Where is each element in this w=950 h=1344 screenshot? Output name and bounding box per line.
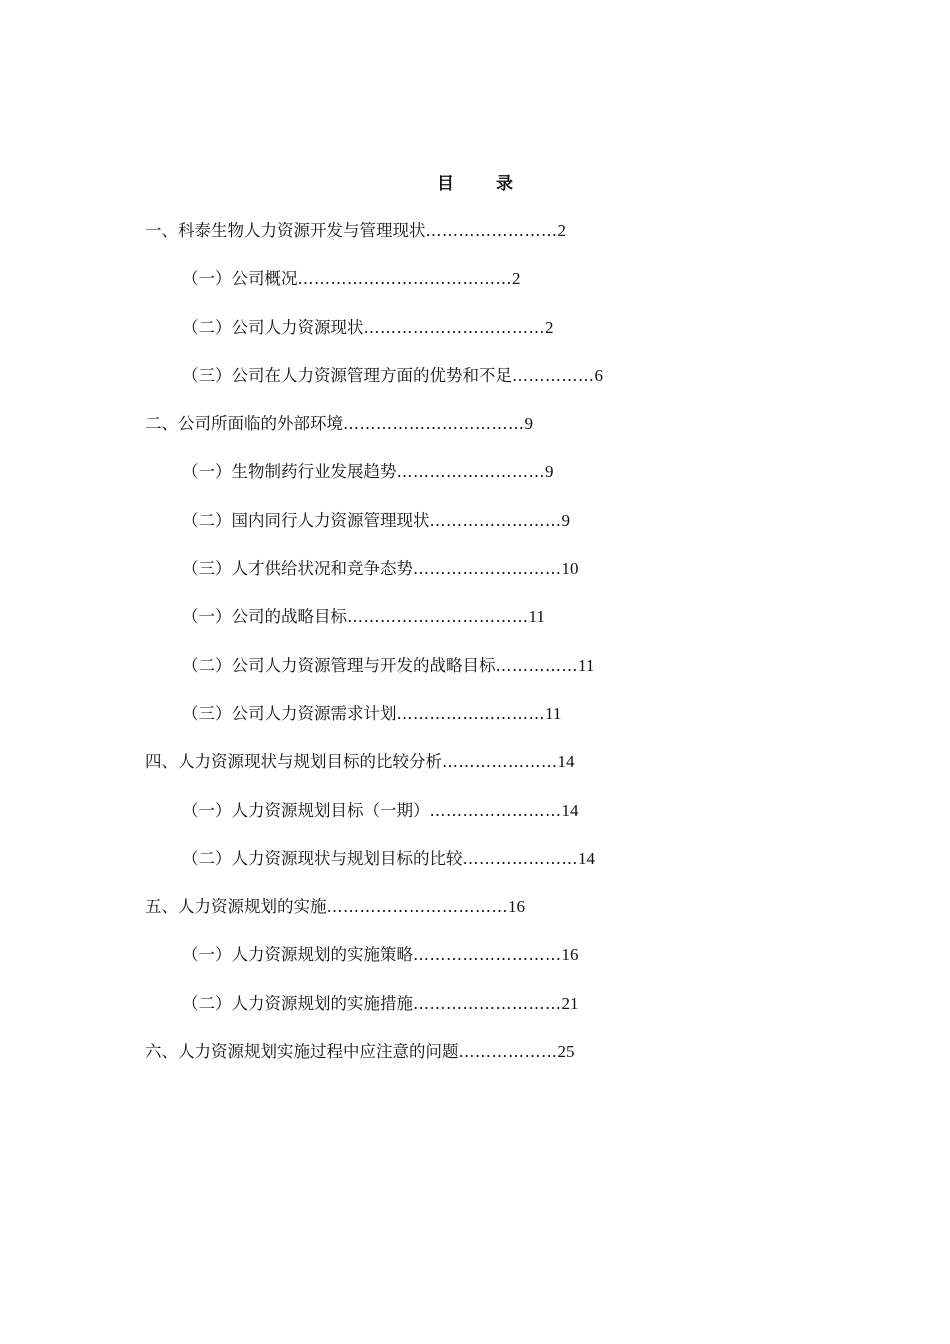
toc-dot-leader: ………………… <box>442 752 558 772</box>
toc-entry-text: （一）人力资源规划的实施策略 <box>182 945 413 965</box>
toc-entry-text: 一、科泰生物人力资源开发与管理现状 <box>145 221 426 240</box>
toc-dot-leader: …………………………… <box>326 897 508 917</box>
toc-page-number: 11 <box>578 655 595 675</box>
toc-dot-leader: ……………… <box>458 1042 558 1062</box>
toc-dot-leader: ………………………………… <box>297 269 512 289</box>
toc-entry[interactable] <box>0 315 950 363</box>
toc-entry[interactable] <box>0 701 950 749</box>
toc-entry[interactable] <box>0 459 950 507</box>
toc-entry-text: 四、人力资源现状与规划目标的比较分析 <box>145 752 442 772</box>
toc-page-number: 14 <box>561 800 579 820</box>
toc-entry[interactable] <box>0 991 950 1039</box>
toc-dot-leader: …………………… <box>429 510 562 530</box>
toc-dot-leader: …………………… <box>425 221 558 240</box>
table-of-contents <box>0 218 950 1087</box>
toc-entry[interactable] <box>0 846 950 894</box>
toc-page-number: 11 <box>545 703 562 723</box>
toc-entry-text: （二）人力资源现状与规划目标的比较 <box>182 848 463 868</box>
toc-page-number: 9 <box>524 414 533 434</box>
toc-page-number: 6 <box>594 365 603 385</box>
toc-entry-text: （二）公司人力资源现状 <box>182 317 364 337</box>
toc-entry[interactable] <box>0 556 950 604</box>
toc-dot-leader: …………………………… <box>347 607 529 627</box>
toc-entry[interactable] <box>0 363 950 411</box>
toc-page-number: 16 <box>561 945 579 965</box>
toc-dot-leader: ……………………… <box>413 945 562 965</box>
toc-title: 目 录 <box>437 174 531 194</box>
toc-entry[interactable] <box>0 1039 950 1087</box>
toc-page-number: 9 <box>545 462 554 482</box>
toc-page-number: 2 <box>512 269 521 289</box>
toc-dot-leader: …………………… <box>429 800 562 820</box>
toc-entry-text: （一）生物制药行业发展趋势 <box>182 462 397 482</box>
toc-entry[interactable] <box>0 604 950 652</box>
toc-entry-text: （三）人才供给状况和竞争态势 <box>182 559 413 579</box>
toc-entry[interactable] <box>0 411 950 459</box>
toc-entry[interactable] <box>0 508 950 556</box>
toc-entry-text: （三）公司人力资源需求计划 <box>182 703 397 723</box>
toc-page-number: 2 <box>545 317 554 337</box>
toc-entry-text: （一）公司概况 <box>182 269 298 289</box>
toc-dot-leader: …………………………… <box>343 414 525 434</box>
toc-page-number: 16 <box>508 897 525 917</box>
toc-dot-leader: ………………… <box>462 848 578 868</box>
toc-entry[interactable] <box>0 266 950 314</box>
toc-entry-text: （二）人力资源规划的实施措施 <box>182 993 413 1013</box>
toc-page-number: 14 <box>557 752 575 772</box>
toc-page-number: 11 <box>528 607 545 627</box>
toc-entry[interactable] <box>0 749 950 797</box>
toc-entry-text: 六、人力资源规划实施过程中应注意的问题 <box>145 1042 459 1062</box>
toc-entry-text: （三）公司在人力资源管理方面的优势和不足 <box>182 365 512 385</box>
toc-dot-leader: ……………………… <box>413 993 562 1013</box>
toc-entry[interactable] <box>0 653 950 701</box>
toc-page-number: 9 <box>561 510 570 530</box>
toc-page-number: 14 <box>578 848 595 868</box>
toc-page-number: 10 <box>561 559 579 579</box>
toc-entry-text: 二、公司所面临的外部环境 <box>145 414 343 434</box>
toc-entry[interactable] <box>0 218 950 266</box>
toc-dot-leader: ……………………… <box>396 703 545 723</box>
toc-dot-leader: …………………………… <box>363 317 545 337</box>
toc-dot-leader: ……………………… <box>413 559 562 579</box>
toc-entry-text: 五、人力资源规划的实施 <box>145 897 327 917</box>
toc-entry[interactable] <box>0 942 950 990</box>
toc-dot-leader: …………… <box>495 655 578 675</box>
toc-entry-text: （二）公司人力资源管理与开发的战略目标 <box>182 655 496 675</box>
toc-entry[interactable] <box>0 894 950 942</box>
toc-page-number: 21 <box>561 993 579 1013</box>
toc-dot-leader: …………… <box>512 365 595 385</box>
toc-page-number: 2 <box>557 221 566 240</box>
toc-entry-text: （二）国内同行人力资源管理现状 <box>182 510 430 530</box>
toc-entry[interactable] <box>0 798 950 846</box>
toc-page-number: 25 <box>557 1042 575 1062</box>
toc-entry-text: （一）公司的战略目标 <box>182 607 347 627</box>
toc-entry-text: （一）人力资源规划目标（一期） <box>182 800 430 820</box>
toc-dot-leader: ……………………… <box>396 462 545 482</box>
